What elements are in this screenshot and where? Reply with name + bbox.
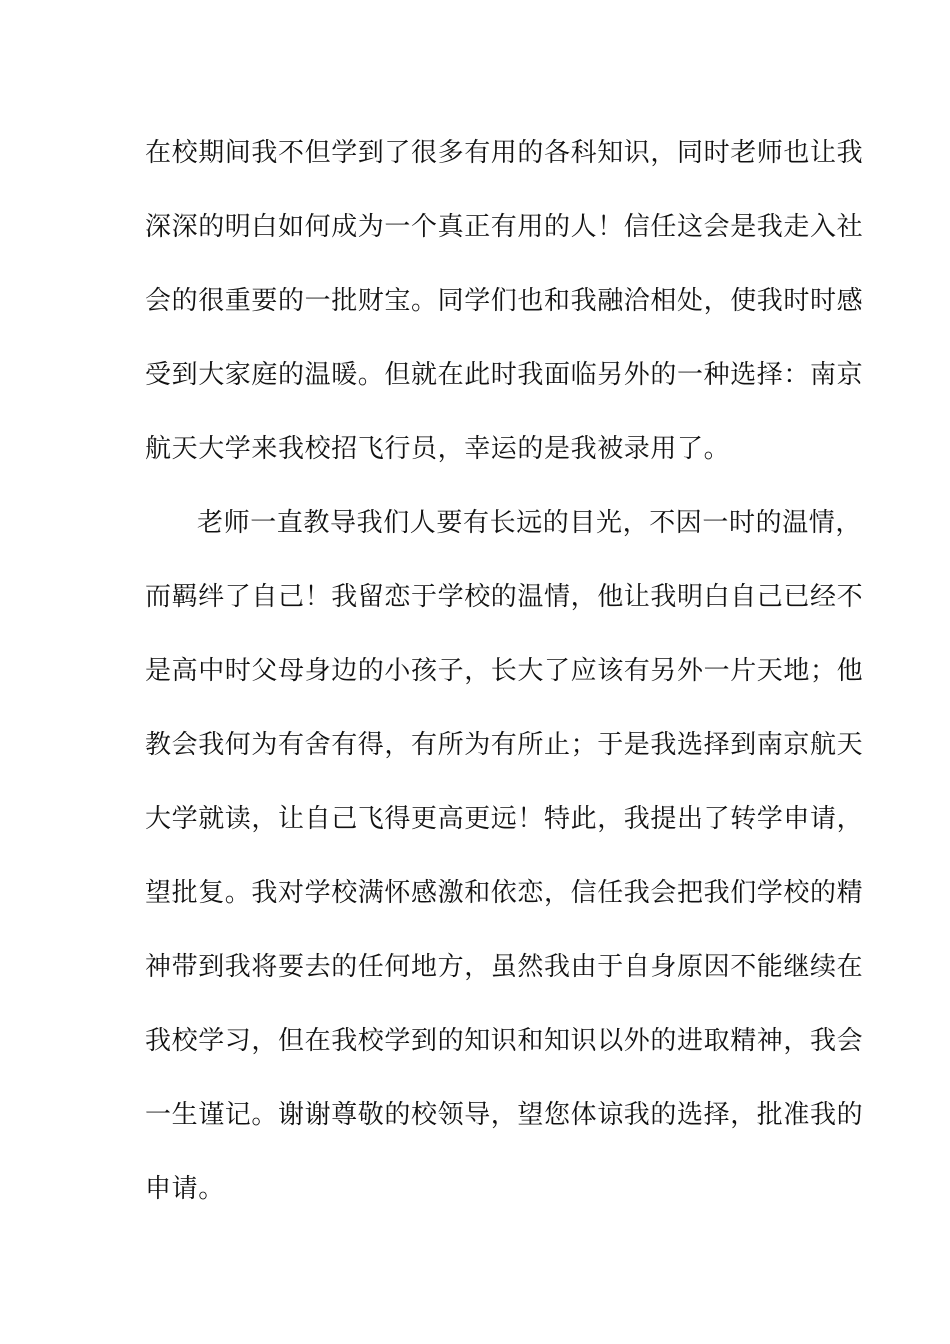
text-line: 大学就读，让自己飞得更高更远！特此，我提出了转学申请， bbox=[145, 804, 864, 834]
paragraph-start-line: 老师一直教导我们人要有长远的目光，不因一时的温情， bbox=[197, 508, 863, 538]
text-line: 在校期间我不但学到了很多有用的各科知识，同时老师也让我 bbox=[145, 138, 864, 168]
text-line: 而羁绊了自己！我留恋于学校的温情，他让我明白自己已经不 bbox=[145, 582, 864, 612]
text-line: 我校学习，但在我校学到的知识和知识以外的进取精神，我会 bbox=[145, 1026, 864, 1056]
text-line: 航天大学来我校招飞行员，幸运的是我被录用了。 bbox=[145, 434, 731, 464]
text-line: 教会我何为有舍有得，有所为有所止；于是我选择到南京航天 bbox=[145, 730, 864, 760]
text-line: 望批复。我对学校满怀感激和依恋，信任我会把我们学校的精 bbox=[145, 878, 864, 908]
text-line: 是高中时父母身边的小孩子，长大了应该有另外一片天地；他 bbox=[145, 656, 864, 686]
text-line: 申请。 bbox=[145, 1174, 225, 1204]
text-line: 深深的明白如何成为一个真正有用的人！信任这会是我走入社 bbox=[145, 212, 864, 242]
text-line: 受到大家庭的温暖。但就在此时我面临另外的一种选择：南京 bbox=[145, 360, 864, 390]
document-body bbox=[145, 128, 864, 1238]
text-line: 会的很重要的一批财宝。同学们也和我融洽相处，使我时时感 bbox=[145, 286, 864, 316]
text-line: 一生谨记。谢谢尊敬的校领导，望您体谅我的选择，批准我的 bbox=[145, 1100, 864, 1130]
text-line: 神带到我将要去的任何地方，虽然我由于自身原因不能继续在 bbox=[145, 952, 864, 982]
